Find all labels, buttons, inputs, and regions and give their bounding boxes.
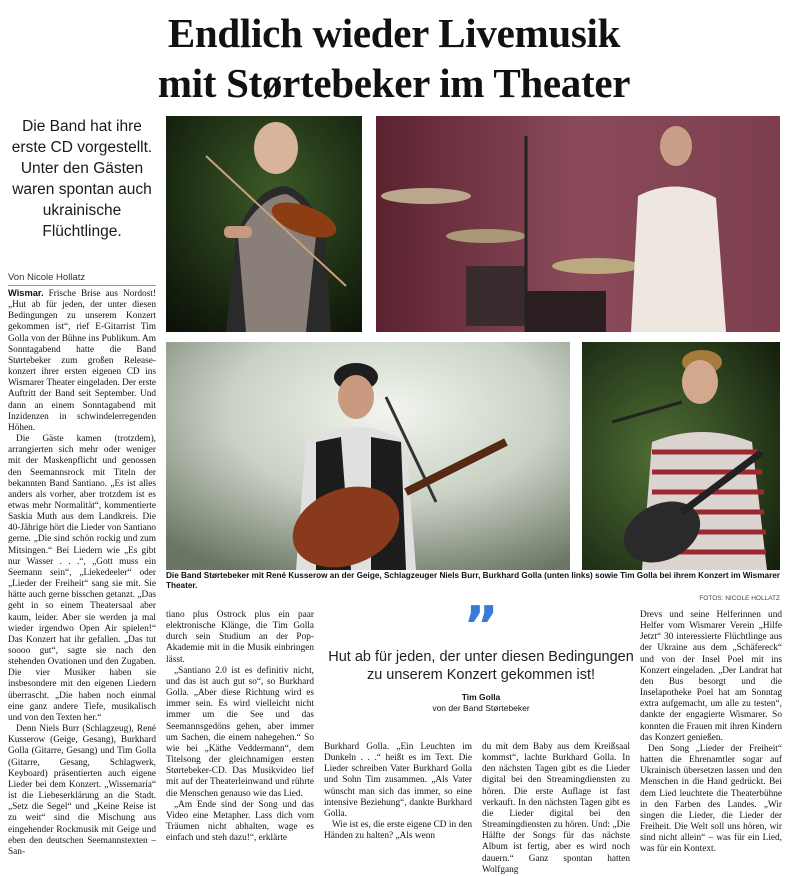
quote-author-role: von der Band Størtebeker [432,703,530,713]
quote-text: Hut ab für jeden, der unter diesen Bedingungen zu unserem Konzert gekommen ist! [328,649,634,683]
pull-quote [326,595,636,713]
article-column-4 [482,742,630,875]
photo-guitarist-hat [166,342,570,570]
article-column-1 [8,288,156,857]
teaser: Die Band hat ihre erste CD vorgestellt. Unter den Gästen waren spontan auch ukrainische Flüchtlinge. [11,118,153,240]
photo-caption: Die Band Størtebeker mit René Kusserow an der Geige, Schlagzeuger Niels Burr, Burkhard Golla (unten links) sowie Tim Golla bei ihrem Konzert im Wismarer Theater. [166,571,780,590]
article-paragraph: du mit dem Baby aus dem Kreißsaal kommst“, lachte Burkhard Golla. In den nächsten Tagen gibt es die Lieder digital bei den Streamingdiensten zu hören. Die erste Auflage ist fast verkauft. In den nächsten Tagen gibt es die Lieder digital bei den Streamingdiensten zu hören. Und: „Die Hälfte der Songs für das nächste Album ist fertig, aber es wird noch dauern.“ Ganz spontan hatten Wolfgang [482,742,630,875]
article-paragraph: „Santiano 2.0 ist es definitiv nicht, und das ist auch gut so“, so Burkhard Golla. „Aber diese Richtung wird es immer sein. Es wird vielleicht nicht immer um die See und das Seemannsgedöns gehen, aber immer um Sachen, die einem nahegehen.“ So wie bei „Käthe Veddermann“, dem Titelsong der gleichnamigen ersten Størtebeker-CD. Das Musikvideo lief mit auf der Theaterleinwand und rührte die Menschen genauso wie das Lied. [166,665,314,799]
headline [0,8,788,108]
photo-violinist [166,116,362,332]
photo-young-guitarist [582,342,780,570]
article-paragraph: Wie ist es, die erste eigene CD in den Händen zu halten? „Als wenn [324,820,472,842]
article-column-5 [640,610,782,855]
article-paragraph: Den Song „Lieder der Freiheit“ hatten die Ehrenamtler sogar auf Ukrainisch übersetzen lassen und den Menschen in die Hand gedrückt. Bei dem Lied leuchtete die Theaterbühne in den Farben des Landes. „Wir singen die Lieder, die Lieder der Freiheit. Die Welt soll uns hören, wir sind nicht allein“ – was für ein Lied, was für ein Kontext. [640,743,782,855]
article-paragraph: Die Gäste kamen (trotzdem), arrangierten sich mehr oder weniger mit der Maskenpflicht und genossen den Seemannsrock mit Titeln der bekannten Band Santiano. „Es ist alles anders als vorher, aber trotzdem ist es etwas mehr Normalität“, kommentierte Saskia Muth aus dem Landkreis. Die 40-Jährige hört die Lieder von Santiano gerne. „Die sind schön rockig und zum Mitsingen.“ Bei Liedern wie „Es gibt nur Wasser . . .“, „Gott muss ein Seemann sein“, „Liekedeeler“ oder „Lieder der Freiheit“ sang sie mit. Sie hätte auch gerne bisschen getanzt. „Das geht in so einem Theatersaal aber kaum, leider. Aber sie werden ja mal wieder irgendwo Open Air spielen!“ Das Konzert hat ihr gefallen. „Das tut soooo gut“, sagte sie nach den stehenden Ovationen und den Zugaben. Die vier Musiker haben sie insbesondere mit den eigenen Liedern überrascht. „Die haben noch einmal eine ganz andere Tiefe, musikalisch und von den Texten her.“ [8,434,156,723]
quote-author: Tim Golla [461,692,501,702]
article-paragraph: tiano plus Ostrock plus ein paar elektronische Klänge, die Tim Golla durch sein Studium an der Pop-Akademie mit in die Musik einbringen lässt. [166,610,314,665]
article-paragraph: Drevs und seine Helferinnen und Helfer vom Wismarer Verein „Hilfe Jetzt“ 30 interessierte Flüchtlinge aus der Ukraine aus dem „Schäfereck“ und von der Insel Poel mit ins Konzert eingeladen. „Der Landrat hat den Bus besorgt und die Inselapotheke Poel hat am Sonntag extra aufgemacht, um alle zu testen“, dankte der engagierte Wismarer. So konnten die Frauen mit ihren Kindern das Konzert genießen. [640,610,782,743]
headline-line-1: Endlich wieder Livemusik [167,10,621,56]
dateline: Wismar. [8,288,44,298]
article-paragraph: Burkhard Golla. „Ein Leuchten im Dunkeln . . .“ heißt es im Text. Die Lieder schreiben Vater Burkhard Golla und Sohn Tim zusammen. „Als Vater wünscht man sich das immer, so eine intensive Beziehung“, dankte Burkhard Golla. [324,742,472,819]
article-paragraph: Denn Niels Burr (Schlagzeug), René Kusserow (Geige, Gesang), Burkhard Golla (Gitarre, Gesang) und Tim Golla (Gitarre, Gesang, Schlagwerk, Keyboard) präsentierten auch eigene Lieder bei dem Konzert. „Wissemaria“ ist die Liebeserklärung an die Stadt. „Setz die Segel“ und „Keine Reise ist zu weit“ sind die Mischung aus eingehender Rockmusik mit Geige und eben den deutschen Seemannstexten – San- [8,724,156,857]
photo-credit: FOTOS: NICOLE HOLLATZ [699,595,780,602]
article-paragraph: „Am Ende sind der Song und das Video eine Metapher. Lass dich vom Träumen nicht abhalten, wage es einfach und steh dazu!“, erklärte [166,799,314,844]
author-byline: Von Nicole Hollatz [8,272,156,286]
article-column-2 [166,610,314,842]
article-column-3 [324,742,472,842]
quote-mark-icon: ” [463,595,499,658]
article-paragraph: Wismar. Frische Brise aus Nordost! „Hut ab für jeden, der unter diesen Bedingungen zu unserem Konzert gekommen ist“, rief E-Gitarrist Tim Golla von der Bühne ins Publikum. Am Sonntagabend hatte die Band Størtebeker zum großen Release-konzert ihrer ersten eigenen CD ins Wismarer Theater eingeladen. Der erste Auftritt der Band seit September. Und dann an einem Sonntagabend mit Inzidenzen in schwindelerregenden Höhen. [8,288,156,433]
photo-drummer [376,116,780,332]
headline-line-2: mit Størtebeker im Theater [157,60,631,106]
